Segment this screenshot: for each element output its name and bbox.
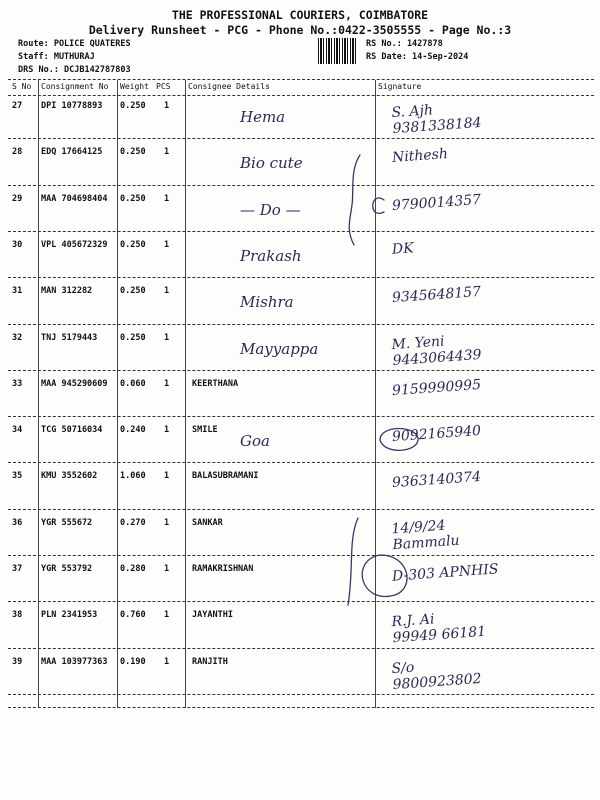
- col-consignment-header: Consignment No: [41, 82, 109, 91]
- row-weight: 0.250: [120, 332, 146, 343]
- row-divider: [8, 324, 594, 325]
- row-pcs: 1: [164, 239, 170, 250]
- handwritten-signature: 9345648157: [391, 284, 482, 307]
- header-divider: [8, 79, 594, 80]
- row-weight: 0.760: [120, 610, 146, 621]
- handwritten-circle-icon: [370, 420, 430, 460]
- row-divider: [8, 370, 594, 371]
- row-sno: 36: [12, 517, 23, 528]
- col-divider: [117, 80, 118, 708]
- row-weight: 0.280: [120, 564, 146, 574]
- drs-number: DRS No.: DCJB142787803: [18, 65, 131, 75]
- row-weight: 0.250: [120, 193, 146, 204]
- handwritten-consignee-name: Prakash: [240, 246, 302, 265]
- col-pcs-header: PCS: [156, 82, 171, 91]
- handwritten-consignee-name: Mayyappa: [240, 339, 319, 358]
- row-pcs: 1: [164, 332, 170, 343]
- handwritten-signature: R.J. Ai 99949 66181: [390, 611, 487, 647]
- handwritten-signature: 9790014357: [391, 191, 482, 214]
- row-pcs: 1: [164, 471, 170, 482]
- row-sno: 35: [12, 471, 23, 482]
- handwritten-signature: 9159990995: [391, 376, 482, 399]
- row-divider: [8, 277, 594, 278]
- row-consignment-no: MAA 103977363: [41, 656, 108, 667]
- row-weight: 0.250: [120, 101, 146, 111]
- row-consignment-no: TNJ 5179443: [41, 332, 98, 343]
- row-consignment-no: PLN 2341953: [41, 610, 98, 621]
- row-divider: [8, 694, 594, 695]
- handwritten-signature: M. Yeni 9443064439: [390, 332, 483, 369]
- handwritten-bracket-icon: [340, 150, 400, 260]
- row-consignment-no: KMU 3552602: [41, 471, 98, 482]
- row-consignment-no: MAN 312282: [41, 286, 93, 297]
- footer-divider: [8, 707, 594, 708]
- row-weight: 0.250: [120, 147, 146, 158]
- row-consignment-no: MAA 704698404: [41, 193, 108, 204]
- row-weight: 0.240: [120, 425, 146, 436]
- handwritten-signature: 14/9/24 Bammalu: [390, 517, 461, 553]
- row-sno: 30: [12, 239, 23, 250]
- col-weight-header: Weight: [120, 82, 149, 91]
- row-weight: 0.270: [120, 517, 146, 528]
- row-consignment-no: VPL 405672329: [41, 239, 108, 250]
- row-divider: [8, 231, 594, 232]
- handwritten-signature: Nithesh: [391, 146, 449, 167]
- handwritten-signature: 9092165940: [391, 423, 482, 446]
- row-pcs: 1: [164, 286, 170, 297]
- row-pcs: 1: [164, 656, 170, 667]
- row-pcs: 1: [164, 517, 170, 528]
- handwritten-consignee-name: Goa: [240, 432, 270, 451]
- row-sno: 32: [12, 332, 23, 343]
- row-sno: 29: [12, 193, 23, 204]
- row-consignee: KEERTHANA: [192, 378, 239, 389]
- row-sno: 39: [12, 656, 23, 667]
- row-divider: [8, 555, 594, 556]
- row-divider: [8, 138, 594, 139]
- row-weight: 0.190: [120, 656, 146, 667]
- row-consignment-no: YGR 553792: [41, 564, 93, 574]
- row-consignee: RANJITH: [192, 656, 228, 667]
- row-pcs: 1: [164, 610, 170, 621]
- handwritten-consignee-name: Bio cute: [240, 154, 303, 173]
- row-consignment-no: MAA 945290609: [41, 378, 108, 389]
- row-consignee: BALASUBRAMANI: [192, 471, 259, 482]
- staff-label: Staff: MUTHURAJ: [18, 52, 95, 62]
- row-sno: 27: [12, 101, 23, 111]
- row-sno: 38: [12, 610, 23, 621]
- col-divider: [185, 80, 186, 708]
- row-sno: 28: [12, 147, 23, 158]
- runsheet-subtitle: Delivery Runsheet - PCG - Phone No.:0422-3505555 - Page No.:3: [88, 23, 512, 37]
- barcode-image: [318, 38, 358, 64]
- rs-date: RS Date: 14-Sep-2024: [366, 52, 469, 62]
- col-sno-header: S No: [12, 82, 32, 91]
- handwritten-signature: DK: [391, 240, 415, 258]
- row-consignment-no: TCG 50716034: [41, 425, 103, 436]
- handwritten-consignee-name: Hema: [240, 108, 286, 126]
- handwritten-signature: S. Ajh 9381338184: [390, 102, 483, 138]
- row-sno: 34: [12, 425, 23, 436]
- row-consignee: JAYANTHI: [192, 610, 233, 621]
- company-title: THE PROFESSIONAL COURIERS, COIMBATORE: [171, 8, 429, 22]
- row-pcs: 1: [164, 147, 170, 158]
- row-consignment-no: YGR 555672: [41, 517, 93, 528]
- row-divider: [8, 185, 594, 186]
- row-consignee: SMILE: [192, 425, 218, 436]
- row-sno: 33: [12, 378, 23, 389]
- handwritten-signature: S/o 9800923802: [390, 659, 483, 693]
- handwritten-bracket-icon: [340, 510, 420, 620]
- row-weight: 0.250: [120, 239, 146, 250]
- handwritten-consignee-name: Mishra: [240, 293, 294, 312]
- row-divider: [8, 416, 594, 417]
- row-sno: 31: [12, 286, 23, 297]
- row-divider: [8, 648, 594, 649]
- row-consignment-no: EDQ 17664125: [41, 147, 103, 158]
- column-header-divider: [8, 95, 594, 96]
- row-pcs: 1: [164, 378, 170, 389]
- row-divider: [8, 601, 594, 602]
- rs-number: RS No.: 1427878: [366, 39, 443, 49]
- col-consignee-header: Consignee Details: [188, 82, 270, 91]
- row-divider: [8, 509, 594, 510]
- row-pcs: 1: [164, 101, 170, 111]
- row-weight: 0.250: [120, 286, 146, 297]
- handwritten-signature: D-303 APNHIS: [391, 561, 499, 585]
- row-weight: 1.060: [120, 471, 146, 482]
- row-consignee: SANKAR: [192, 517, 223, 528]
- row-pcs: 1: [164, 193, 170, 204]
- handwritten-signature: 9363140374: [391, 469, 482, 492]
- handwritten-consignee-name: — Do —: [240, 200, 301, 219]
- row-sno: 37: [12, 564, 23, 574]
- col-signature-header: Signature: [378, 82, 422, 91]
- row-pcs: 1: [164, 564, 170, 574]
- row-pcs: 1: [164, 425, 170, 436]
- row-divider: [8, 462, 594, 463]
- row-consignment-no: DPI 10778893: [41, 101, 103, 111]
- route-label: Route: POLICE QUATERES: [18, 39, 131, 49]
- col-divider: [38, 80, 39, 708]
- row-weight: 0.060: [120, 378, 146, 389]
- row-consignee: RAMAKRISHNAN: [192, 564, 254, 574]
